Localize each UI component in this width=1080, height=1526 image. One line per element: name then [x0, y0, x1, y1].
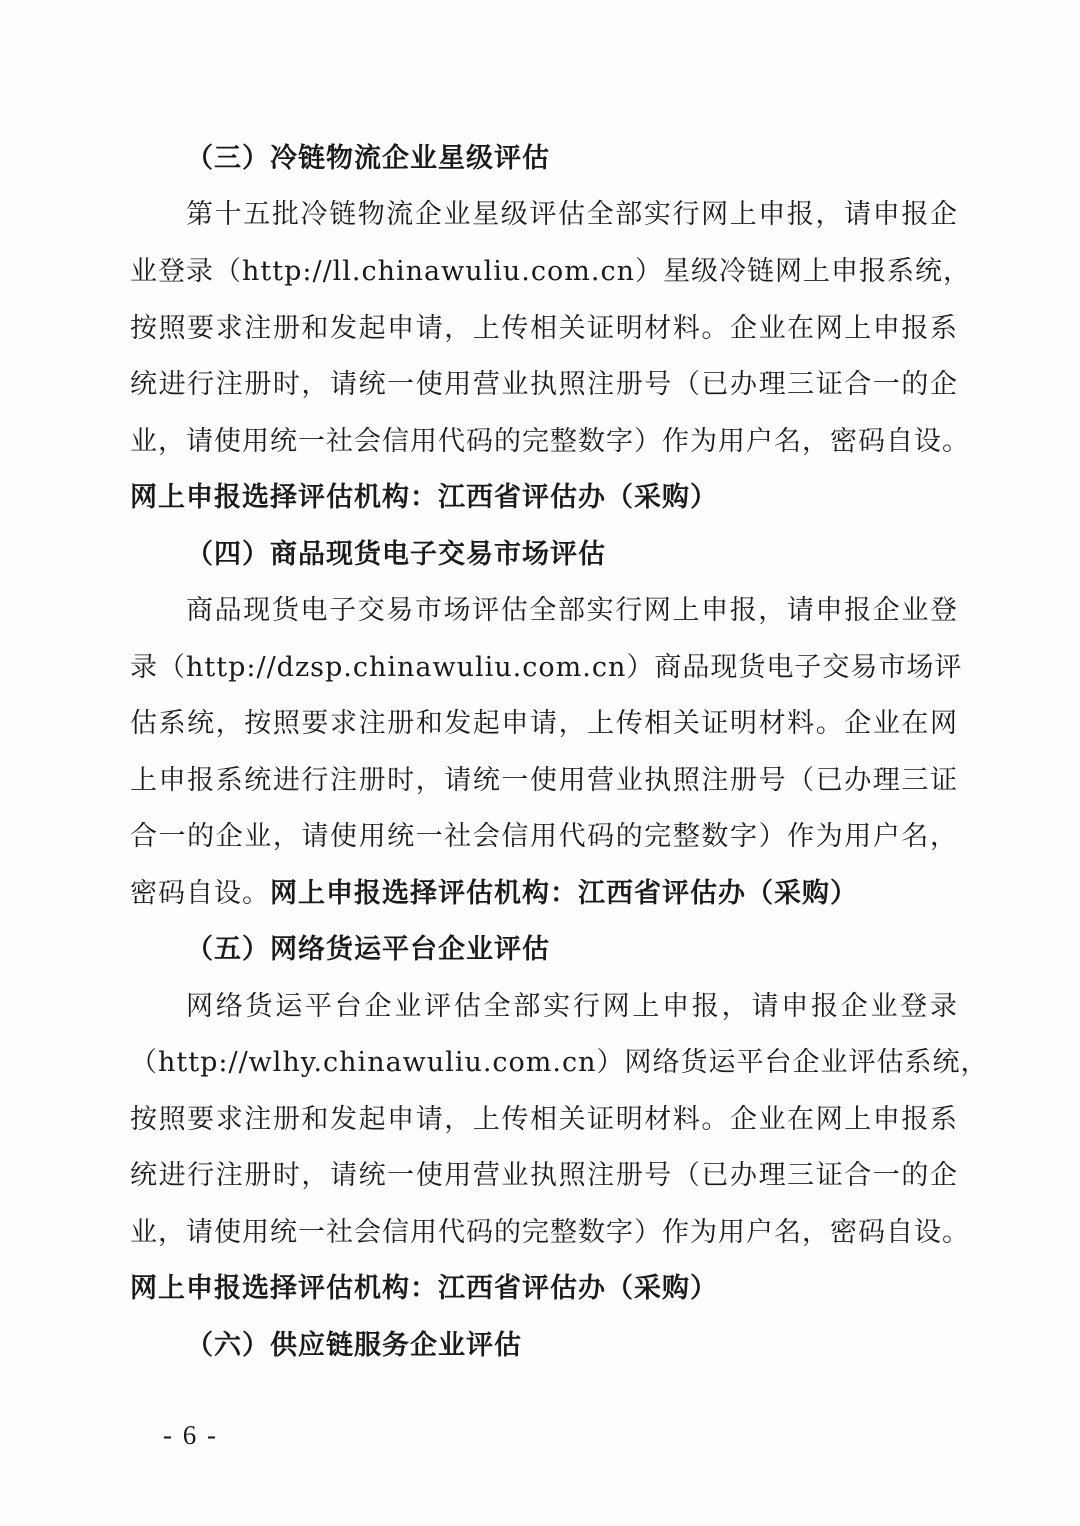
paragraph-line: 商品现货电子交易市场评估全部实行网上申报，请申报企业登 [186, 595, 958, 626]
agency-line: 网上申报选择评估机构：江西省评估办（采购） [130, 482, 718, 513]
paragraph-line: 估系统，按照要求注册和发起申请，上传相关证明材料。企业在网 [130, 708, 958, 739]
paragraph-line: 按照要求注册和发起申请，上传相关证明材料。企业在网上申报系 [130, 1104, 958, 1135]
paragraph-line: 统进行注册时，请统一使用营业执照注册号（已办理三证合一的企 [130, 369, 958, 400]
paragraph-line: 网络货运平台企业评估全部实行网上申报，请申报企业登录 [186, 991, 958, 1022]
agency-line: 网上申报选择评估机构：江西省评估办（采购） [270, 878, 858, 909]
paragraph-line: 上申报系统进行注册时，请统一使用营业执照注册号（已办理三证 [130, 765, 958, 796]
paragraph-line: 统进行注册时，请统一使用营业执照注册号（已办理三证合一的企 [130, 1160, 958, 1191]
paragraph-line: 第十五批冷链物流企业星级评估全部实行网上申报，请申报企 [186, 199, 958, 230]
agency-line: 网上申报选择评估机构：江西省评估办（采购） [130, 1273, 718, 1304]
section-heading-freight-platform: （五）网络货运平台企业评估 [186, 934, 550, 965]
paragraph-line: 业登录（http://ll.chinawuliu.com.cn）星级冷链网上申报系统， [130, 256, 971, 287]
paragraph-line: （http://wlhy.chinawuliu.com.cn）网络货运平台企业评估系统， [130, 1047, 989, 1078]
section-heading-cold-chain: （三）冷链物流企业星级评估 [186, 143, 550, 174]
paragraph-line: 业，请使用统一社会信用代码的完整数字）作为用户名，密码自设。 [130, 1217, 970, 1248]
paragraph-line: 业，请使用统一社会信用代码的完整数字）作为用户名，密码自设。 [130, 426, 970, 457]
paragraph-line: 录（http://dzsp.chinawuliu.com.cn）商品现货电子交易市场评 [130, 652, 963, 683]
section-heading-spot-trading: （四）商品现货电子交易市场评估 [186, 539, 606, 570]
page-number: - 6 - [163, 1420, 218, 1450]
password-note: 密码自设。 [130, 878, 270, 909]
section-heading-supply-chain: （六）供应链服务企业评估 [186, 1330, 522, 1361]
paragraph-line: 按照要求注册和发起申请，上传相关证明材料。企业在网上申报系 [130, 313, 958, 344]
paragraph-line [130, 872, 958, 916]
paragraph-line: 合一的企业，请使用统一社会信用代码的完整数字）作为用户名， [130, 821, 958, 852]
